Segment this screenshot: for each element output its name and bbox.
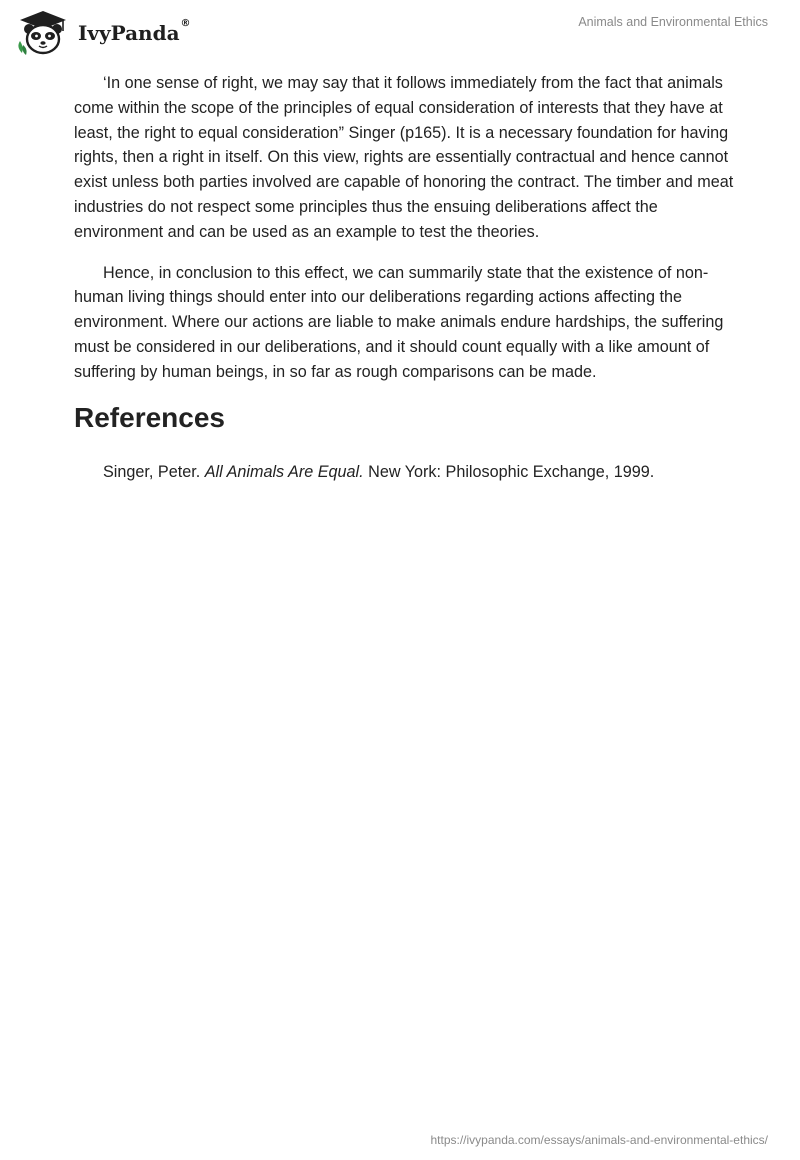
body-paragraph-2: Hence, in conclusion to this effect, we can summarily state that the existence of non-human living things should enter into our deliberations regarding actions affecting the environment. Where our actions are liable to make animals endure hardships, the suffering must be considered in our deliberations, and it should count equally with a like amount of suffering by human beings, in so far as rough comparisons can be made. bbox=[74, 263, 724, 381]
body-paragraph-1: ‘In one sense of right, we may say that it follows immediately from the fact that animals come within the scope of the principles of equal consideration of interests that they have at least, the right to equal consideration” Singer (p165). It is a necessary foundation for having rights, then a right in itself. On this view, rights are essentially contractual and hence cannot exist unless both parties involved are capable of honoring the contract. The timber and meat industries do not respect some principles thus the ensuing deliberations affect the environment and can be used as an example to test the theories. bbox=[74, 74, 734, 241]
essay-content bbox=[74, 71, 734, 484]
page-header bbox=[0, 0, 800, 66]
document-title: Animals and Environmental Ethics bbox=[578, 15, 768, 29]
panda-graduate-icon bbox=[14, 7, 72, 57]
brand-name: IvyPanda® bbox=[78, 17, 191, 45]
reference-title: All Animals Are Equal. bbox=[204, 462, 364, 481]
registered-mark: ® bbox=[180, 17, 191, 29]
references-heading: References bbox=[74, 401, 225, 433]
reference-publication: New York: Philosophic Exchange, 1999. bbox=[368, 462, 655, 481]
reference-author: Singer, Peter. bbox=[103, 462, 201, 481]
ivypanda-logo[interactable] bbox=[14, 7, 191, 57]
footer-source-url[interactable]: https://ivypanda.com/essays/animals-and-environmental-ethics/ bbox=[430, 1133, 768, 1147]
reference-entry bbox=[74, 460, 734, 485]
